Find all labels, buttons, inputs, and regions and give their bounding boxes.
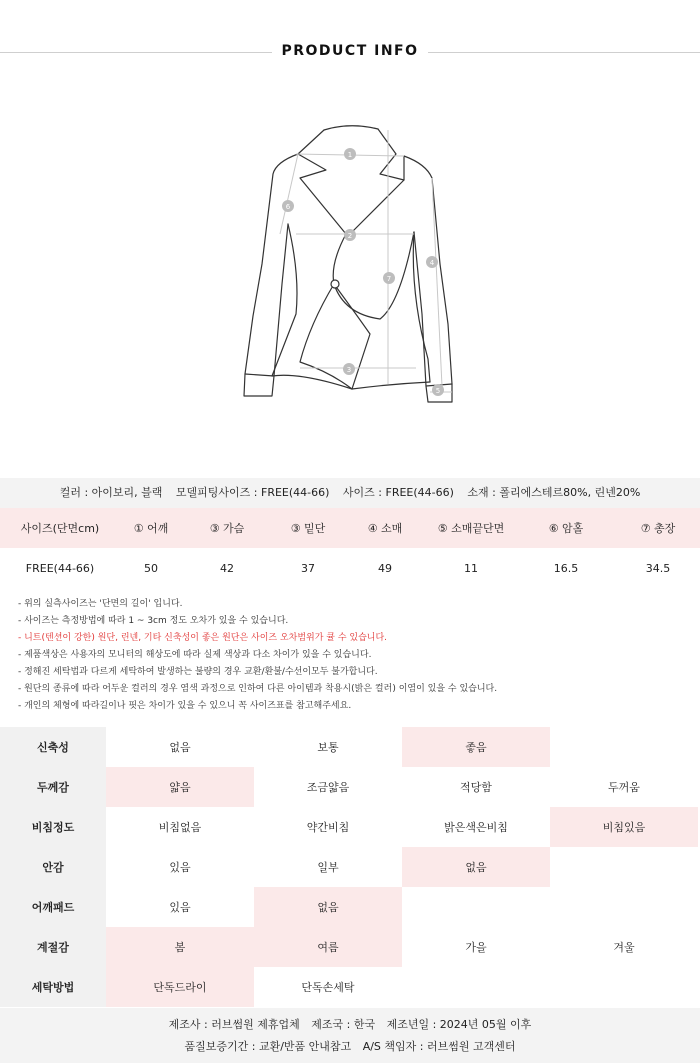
property-option: 비침없음 — [158, 821, 202, 834]
property-option: 약간비침 — [306, 821, 350, 834]
manufacturer-info — [0, 1008, 700, 1063]
property-option: 있음 — [169, 861, 191, 874]
property-option-selected: 없음 — [254, 887, 402, 927]
note-item: - 정해진 세탁법과 다르게 세탁하여 발생하는 불량의 경우 교환/환불/수선이모두 불가합니다. — [18, 667, 378, 677]
jacket-diagram — [0, 104, 700, 476]
property-label: 비침정도 — [0, 807, 106, 847]
marker-2-label: 2 — [347, 232, 353, 240]
property-option — [402, 967, 550, 1007]
size-table-header — [0, 508, 700, 548]
property-label: 계절감 — [0, 927, 106, 967]
note-item: - 사이즈는 측정방법에 따라 1 ~ 3cm 정도 오차가 있을 수 있습니다. — [18, 616, 289, 626]
size-header-cell: ⑦ 총장 — [640, 522, 676, 535]
property-option: 있음 — [169, 901, 191, 914]
note-item-warning: - 니트(텐션이 강한) 원단, 린넨, 기타 신축성이 좋은 원단은 사이즈 오차범위가 큘 수 있습니다. — [18, 633, 388, 643]
property-option-selected: 비침있음 — [550, 807, 698, 847]
summary-material: 소재 : 폴리에스테르80%, 린넨20% — [467, 486, 641, 499]
size-header-cell: ③ 밑단 — [290, 522, 326, 535]
table-row — [0, 548, 700, 588]
footer-country: 제조국 : 한국 — [311, 1018, 376, 1031]
size-cell: 50 — [144, 561, 158, 575]
property-option: 겨울 — [613, 941, 635, 954]
property-option-selected: 좋음 — [402, 727, 550, 767]
size-cell: 34.5 — [645, 561, 671, 575]
size-header-cell: ④ 소매 — [367, 522, 403, 535]
property-option: 적당함 — [460, 781, 492, 794]
property-option-selected: 단독드라이 — [106, 967, 254, 1007]
footer-maker: 제조사 : 러브썸원 제휴업체 — [168, 1018, 300, 1031]
size-cell: 16.5 — [553, 561, 579, 575]
summary-model-size: 모델피팅사이즈 : FREE(44-66) — [175, 486, 330, 499]
size-header-cell: ① 어깨 — [133, 522, 169, 535]
size-cell: 42 — [220, 561, 234, 575]
property-option — [550, 887, 698, 927]
note-item: - 제품색상은 사용자의 모니터의 해상도에 따라 실제 색상과 다소 차이가 있을 수 있습니다. — [18, 650, 372, 660]
property-option: 조금얇음 — [306, 781, 350, 794]
footer-as: A/S 책임자 : 러브썸원 고객센터 — [362, 1040, 516, 1053]
note-item: - 원단의 종류에 따라 어두운 컬러의 경우 염색 과정으로 인하여 다른 아이템과 착용시(밝은 컬러) 이염이 있을 수 있습니다. — [18, 684, 498, 694]
size-header-cell: ⑥ 암홀 — [548, 522, 584, 535]
marker-4-label: 4 — [429, 259, 435, 267]
size-notes — [18, 596, 688, 715]
size-header-cell: ⑤ 소매끝단면 — [437, 522, 505, 535]
property-row-shoulder-pad — [0, 887, 700, 927]
property-row-sheerness — [0, 807, 700, 847]
property-row-season — [0, 927, 700, 967]
property-row-stretch — [0, 727, 700, 767]
size-cell: 11 — [464, 561, 478, 575]
property-label: 신축성 — [0, 727, 106, 767]
marker-7-label: 7 — [386, 275, 392, 283]
product-info-header — [0, 0, 700, 104]
marker-5-label: 5 — [435, 387, 441, 395]
property-option: 가을 — [465, 941, 487, 954]
marker-1-label: 1 — [347, 151, 353, 159]
property-option — [550, 847, 698, 887]
property-option — [550, 727, 698, 767]
note-item: - 위의 실측사이즈는 '단면의 길이' 입니다. — [18, 599, 183, 609]
property-row-thickness — [0, 767, 700, 807]
property-option: 없음 — [169, 741, 191, 754]
property-row-washing — [0, 967, 700, 1007]
property-option-selected: 봄 — [106, 927, 254, 967]
summary-color: 컬러 : 아이보리, 블랙 — [59, 486, 163, 499]
footer-warranty: 품질보증기간 : 교환/반품 안내참고 — [184, 1040, 352, 1053]
size-cell: FREE(44-66) — [25, 561, 95, 575]
note-item: - 개인의 체형에 따라길이나 핏은 차이가 있을 수 있으니 꼭 사이즈표를 참고해주세요. — [18, 701, 352, 711]
property-label: 세탁방법 — [0, 967, 106, 1007]
footer-date: 제조년일 : 2024년 05월 이후 — [386, 1018, 532, 1031]
property-option-selected: 여름 — [254, 927, 402, 967]
size-cell: 37 — [301, 561, 315, 575]
property-option-selected: 없음 — [402, 847, 550, 887]
property-option: 일부 — [317, 861, 339, 874]
property-option: 보통 — [317, 741, 339, 754]
property-label: 두께감 — [0, 767, 106, 807]
summary-size: 사이즈 : FREE(44-66) — [342, 486, 454, 499]
header-line-right — [428, 52, 700, 53]
marker-3-label: 3 — [346, 366, 352, 374]
property-label: 안감 — [0, 847, 106, 887]
property-option: 단독손세탁 — [301, 981, 355, 994]
property-option — [402, 887, 550, 927]
property-option: 밝은색은비침 — [444, 821, 508, 834]
size-header-cell: ③ 가슴 — [209, 522, 245, 535]
property-option — [550, 967, 698, 1007]
property-option-selected: 얇음 — [106, 767, 254, 807]
size-header-cell: 사이즈(단면cm) — [20, 522, 100, 535]
product-summary — [0, 478, 700, 508]
page-title: PRODUCT INFO — [281, 43, 419, 59]
size-cell: 49 — [378, 561, 392, 575]
property-row-lining — [0, 847, 700, 887]
property-label: 어깨패드 — [0, 887, 106, 927]
marker-6-label: 6 — [285, 203, 291, 211]
fabric-properties-grid — [0, 727, 700, 1007]
property-option: 두꺼움 — [608, 781, 640, 794]
size-table — [0, 508, 700, 588]
